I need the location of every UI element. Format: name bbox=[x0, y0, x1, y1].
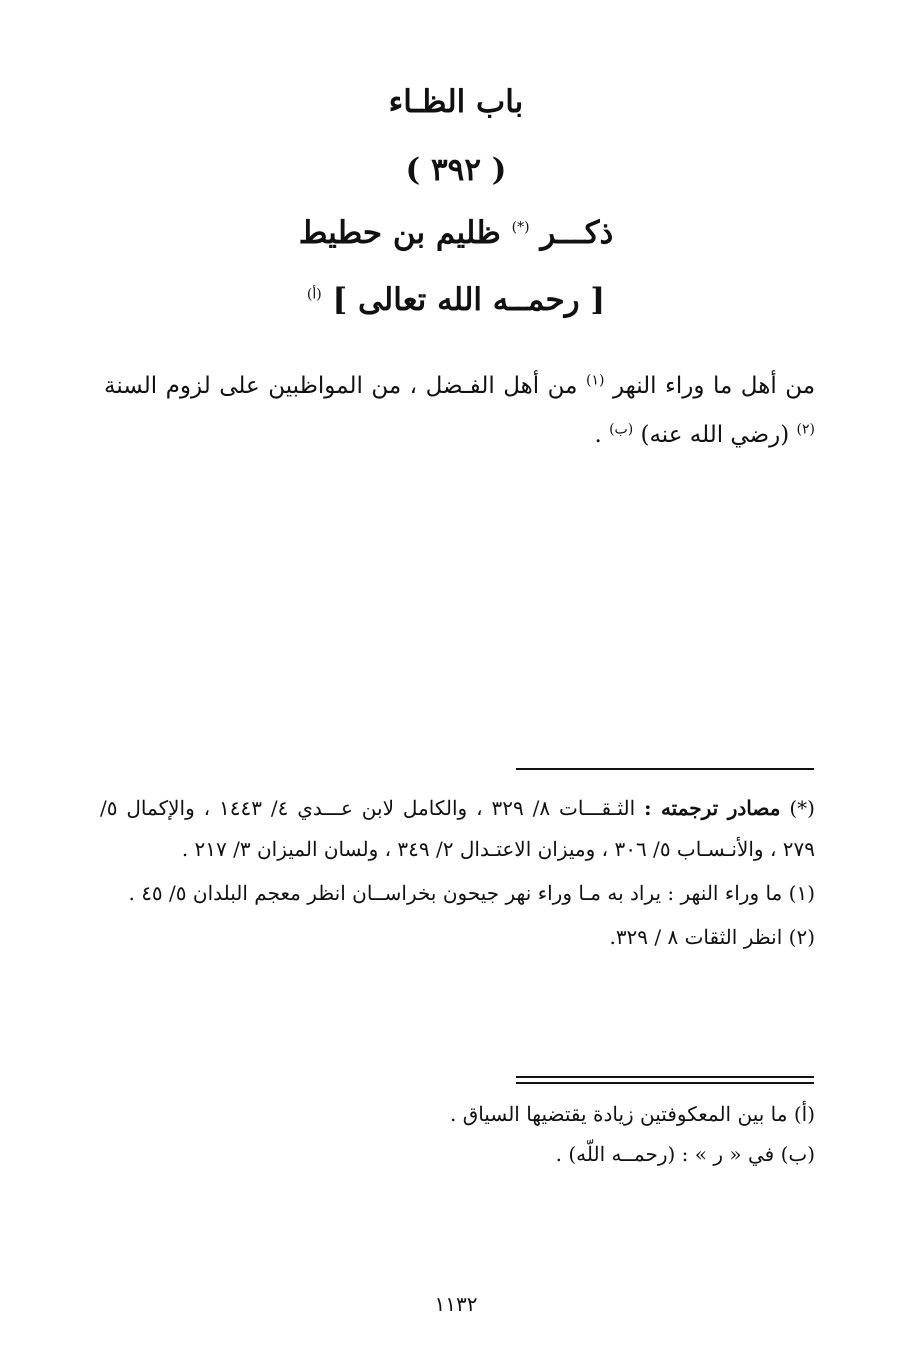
footnote-marker: (١) bbox=[788, 881, 815, 905]
footnote-marker-a: (أ) bbox=[306, 286, 322, 303]
entry-number: ( ٣٩٢ ) bbox=[405, 152, 507, 188]
footnotes bbox=[100, 788, 815, 961]
editor-notes-divider bbox=[516, 1082, 814, 1084]
entry-subheading-text: [ رحمــه الله تعالى ] bbox=[332, 282, 606, 318]
footnote-text: ما وراء النهر : يراد به مـا وراء نهر جيحون بخراســان انظر معجم البلدان ٥/ ٤٥ . bbox=[128, 881, 783, 905]
editor-note-text: في « ر » : (رحمــه اللّه) . bbox=[555, 1142, 775, 1166]
entry-heading bbox=[0, 215, 912, 251]
body-text-part: . bbox=[594, 422, 602, 448]
editor-notes-divider bbox=[516, 1076, 814, 1078]
footnote-marker-1: (١) bbox=[585, 372, 605, 389]
body-text-part: (رضي الله عنه) bbox=[640, 422, 790, 448]
entry-subheading bbox=[0, 282, 912, 318]
chapter-title: باب الظـاء bbox=[388, 84, 524, 120]
footnote-marker-2: (٢) bbox=[796, 421, 815, 438]
body-text-part: من أهل ما وراء النهر bbox=[612, 373, 816, 399]
footnote-1 bbox=[100, 873, 815, 914]
editor-note-marker: (أ) bbox=[793, 1102, 815, 1126]
editor-notes bbox=[100, 1094, 815, 1174]
editor-note-a bbox=[100, 1094, 815, 1134]
footnote-marker: (٢) bbox=[788, 925, 815, 949]
body-text-part: من أهل الفـضل ، من المواظبين على لزوم السنة bbox=[104, 373, 578, 399]
page-number: ١١٣٢ bbox=[434, 1292, 478, 1316]
editor-note-b bbox=[100, 1134, 815, 1174]
footnote-lead: مصادر ترجمته : bbox=[644, 796, 781, 820]
footnote-marker-b: (ب) bbox=[609, 421, 634, 438]
footnote-text: الثـقـــات ٨/ ٣٢٩ ، والكامل لابن عـــدي ٤/ ١٤٤٣ ، والإكمال ٥/ ٢٧٩ ، والأنـسـاب ٥/ ٣٠٦ ، وميزان الاعتـدال ٢/ ٣٤٩ ، ولسان الميزان ٣/ ٢١٧ . bbox=[100, 796, 815, 861]
entry-heading-name: ظليم بن حطيط bbox=[298, 215, 501, 251]
footnote-2 bbox=[100, 917, 815, 958]
footnote-divider bbox=[516, 768, 814, 770]
editor-note-text: ما بين المعكوفتين زيادة يقتضيها السياق . bbox=[449, 1102, 788, 1126]
editor-note-marker: (ب) bbox=[780, 1142, 815, 1166]
footnote-sources bbox=[100, 788, 815, 870]
body-paragraph bbox=[104, 362, 815, 460]
footnote-marker-sources: (*) bbox=[511, 219, 530, 236]
footnote-text: انظر الثقات ٨ / ٣٢٩. bbox=[609, 925, 783, 949]
entry-heading-prefix: ذكـــر bbox=[540, 215, 614, 251]
footnote-marker: (*) bbox=[789, 796, 815, 820]
